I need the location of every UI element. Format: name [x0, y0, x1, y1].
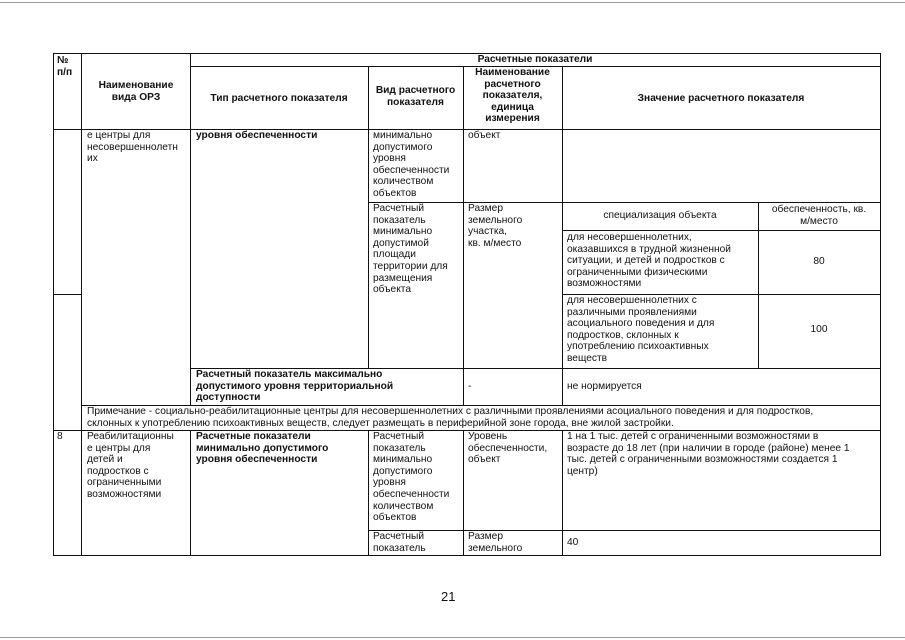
row7-unit-1: объект	[468, 130, 501, 141]
row7-type-3: Расчетный показатель максимально допустимого уровня территориальной доступности	[196, 369, 394, 404]
row7-type-1: уровня обеспеченности	[196, 130, 318, 141]
header-kind: Вид расчетного показателя	[375, 85, 456, 108]
specialization-2: для несовершеннолетних с различными проявлениями асоциального поведения и для подростков, склонных к употреблению психоактивных веществ	[567, 295, 715, 364]
row7-unit-2: Размер земельного участка, кв. м/место	[468, 203, 523, 249]
header-unit: Наименование расчетного показателя, единица измерения	[475, 67, 550, 125]
row8-kind-2: Расчетный показатель	[373, 531, 426, 554]
header-value: Значение расчетного показателя	[637, 93, 805, 104]
row7-name: е центры для несовершеннолетн их	[87, 130, 178, 165]
header-group: Расчетные показатели	[477, 54, 593, 65]
provision-value-2: 100	[810, 324, 828, 335]
row7-kind-1: минимально допустимого уровня обеспеченности количеством объектов	[373, 130, 450, 199]
row7-unit-3: -	[468, 381, 472, 392]
row7-value-3: не нормируется	[567, 381, 642, 392]
provision-header: обеспеченность, кв. м/место	[771, 204, 867, 227]
provision-value-1: 80	[813, 256, 825, 267]
row8-type-1: Расчетные показатели минимально допустимого уровня обеспеченности	[196, 431, 329, 466]
header-type: Тип расчетного показателя	[210, 93, 348, 104]
header-name: Наименование вида ОРЗ	[98, 80, 174, 103]
row8-value-2: 40	[567, 537, 579, 548]
row8-name: Реабилитационны е центры для детей и подростков с ограниченными возможностями	[87, 431, 174, 500]
page-number: 21	[441, 589, 456, 604]
row8-kind-1: Расчетный показатель минимально допустимого уровня обеспеченности количеством объектов	[373, 431, 450, 524]
row8-value-1: 1 на 1 тыс. детей с ограниченными возможностями в возрасте до 18 лет (при наличии в городе (районе) менее 1 тыс. детей с ограниченными возможностями создается 1 центр)	[567, 431, 850, 477]
specialization-header: специализация объекта	[603, 210, 717, 221]
note: Примечание - социально-реабилитационные центры для несовершеннолетних с различными проявлениями асоциального поведения и для подростков, склонных к употреблению психоактивных веществ, следует размещать в периферийной зоне города, вне жилой застройки.	[87, 406, 814, 429]
row8-number: 8	[57, 431, 63, 442]
row8-unit-2: Размер земельного	[468, 531, 523, 554]
row7-kind-2: Расчетный показатель минимально допустимой площади территории для размещения объекта	[373, 203, 448, 296]
specialization-1: для несовершеннолетних, оказавшихся в трудной жизненной ситуации, и детей и подростков с ограниченными физическими возможностями	[567, 232, 731, 290]
row8-unit-1: Уровень обеспеченности, объект	[468, 431, 548, 466]
header-number: № п/п	[57, 55, 73, 78]
